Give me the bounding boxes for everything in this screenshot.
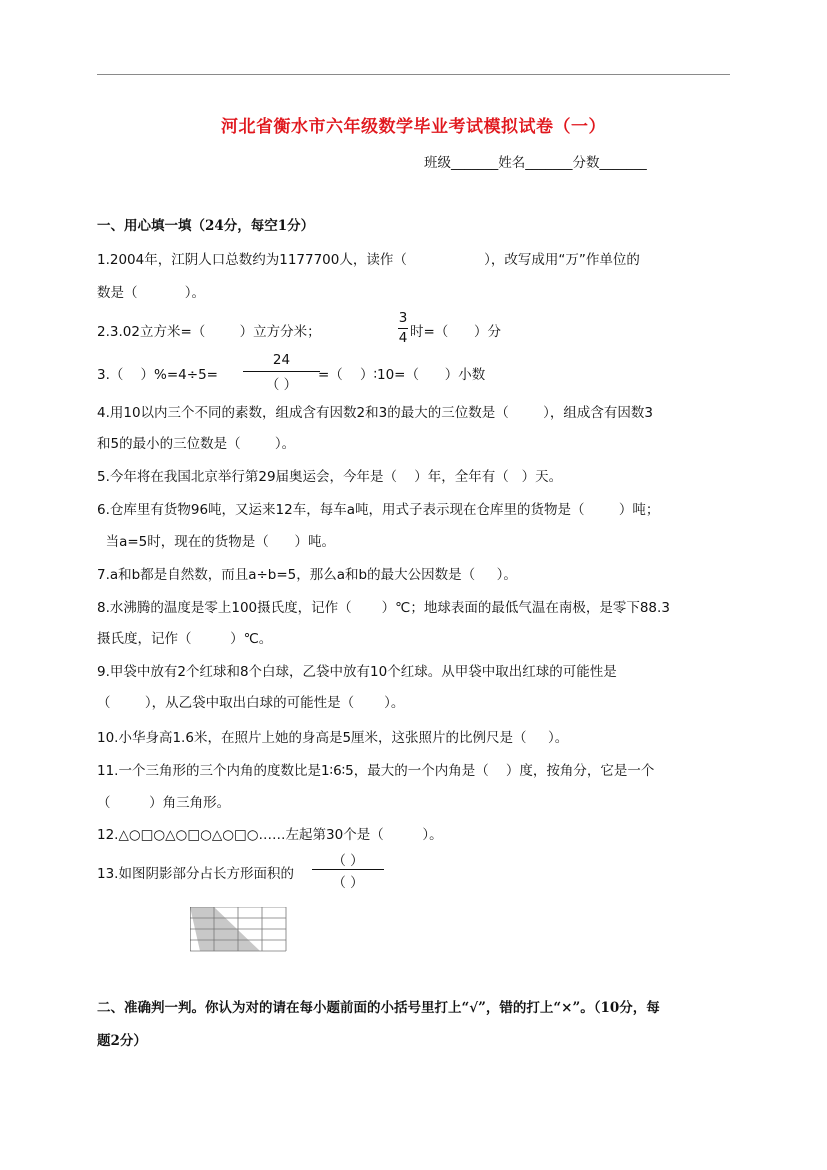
question-13-text: 13.如图阴影部分占长方形面积的 (97, 866, 294, 882)
question-6-line-1: 6.仓库里有货物96吨，又运来12车，每车a吨，用式子表示现在仓库里的货物是（ ）吨； (97, 502, 660, 518)
student-info-line: 班级_______姓名_______分数_______ (424, 155, 647, 171)
question-7: 7.a和b都是自然数，而且a÷b=5，那么a和b的最大公因数是（ ）。 (97, 567, 517, 583)
question-2-part-1: 2.3.02立方米=（ ）立方分米； (97, 324, 321, 340)
question-3-fraction-bar (243, 371, 320, 372)
question-3-part-2: =（ ）∶10=（ ）小数 (318, 367, 486, 383)
question-8-line-2: 摄氏度，记作（ ）℃。 (97, 631, 273, 647)
header-rule (97, 74, 730, 75)
shaded-rectangle-diagram (190, 907, 290, 953)
question-3-part-1: 3.（ ）%=4÷5= (97, 367, 218, 383)
question-11-line-2: （ ）角三角形。 (97, 795, 231, 811)
question-2-part-2: 时=（ ）分 (410, 324, 502, 340)
exam-title: 河北省衡水市六年级数学毕业考试模拟试卷（一） (221, 117, 606, 137)
section-2-title-line-2: 题2分） (97, 1033, 147, 1049)
question-5: 5.今年将在我国北京举行第29届奥运会，今年是（ ）年，全年有（ ）天。 (97, 469, 563, 485)
question-3-fraction-numerator: 24 (272, 352, 291, 368)
question-2-fraction-bar (398, 328, 408, 329)
question-6-line-2: 当a=5时，现在的货物是（ ）吨。 (97, 534, 336, 550)
section-2-title-line-1: 二、准确判一判。你认为对的请在每小题前面的小括号里打上“√”，错的打上“×”。（10分，每 (97, 1000, 660, 1016)
question-2-fraction-denominator: 4 (398, 330, 408, 346)
question-3-fraction-denominator: （ ） (265, 377, 298, 393)
question-2-fraction-numerator: 3 (398, 310, 408, 326)
question-13-fraction-numerator: （ ） (332, 853, 364, 869)
question-9-line-1: 9.甲袋中放有2个红球和8个白球，乙袋中放有10个红球。从甲袋中取出红球的可能性是 (97, 664, 617, 680)
question-10: 10.小华身高1.6米，在照片上她的身高是5厘米，这张照片的比例尺是（ ）。 (97, 730, 569, 746)
question-11-line-1: 11.一个三角形的三个内角的度数比是1∶6∶5，最大的一个内角是（ ）度，按角分，它是一个 (97, 763, 655, 779)
question-8-line-1: 8.水沸腾的温度是零上100摄氏度，记作（ ）℃；地球表面的最低气温在南极，是零下88.3 (97, 600, 670, 616)
question-1-line-1: 1.2004年，江阴人口总数约为1177700人，读作（ ），改写成用“万”作单位的 (97, 252, 640, 268)
question-1-line-2: 数是（ ）。 (97, 285, 205, 301)
section-1-title: 一、用心填一填（24分，每空1分） (97, 218, 315, 234)
question-13-fraction-denominator: （ ） (332, 875, 364, 891)
question-12: 12.△○□○△○□○△○□○……左起第30个是（ ）。 (97, 827, 443, 843)
question-13-fraction-bar (312, 869, 384, 870)
question-9-line-2: （ ），从乙袋中取出白球的可能性是（ ）。 (97, 695, 405, 711)
question-4-line-1: 4.用10以内三个不同的素数，组成含有因数2和3的最大的三位数是（ ），组成含有因数3 (97, 405, 653, 421)
question-4-line-2: 和5的最小的三位数是（ ）。 (97, 436, 296, 452)
